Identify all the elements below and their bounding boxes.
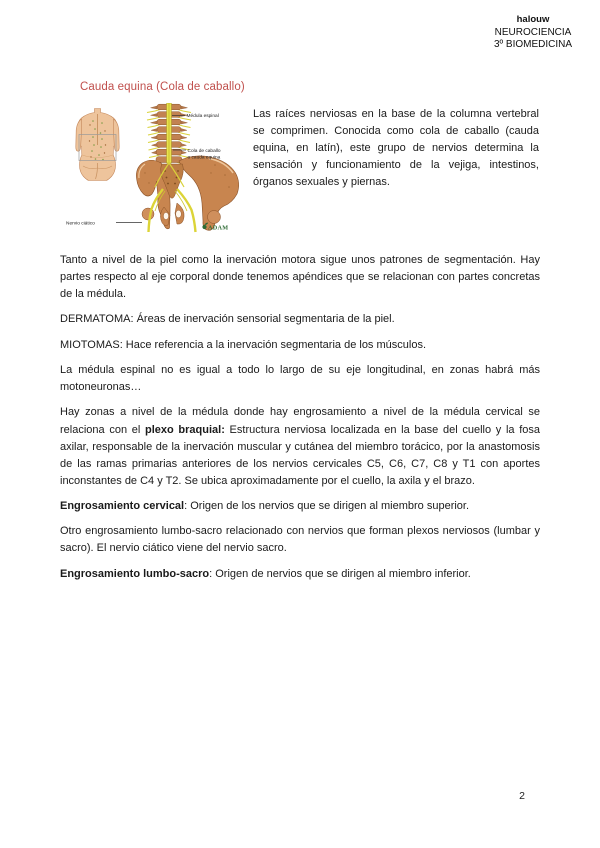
- intro-paragraph: Las raíces nerviosas en la base de la columna vertebral se comprimen. Conocida como cola de caballo (cauda equina, en latín), este grupo de nervios determina la sensación y funcionamiento de la vejiga, intestinos, órganos sexuales y piernas.: [253, 108, 539, 189]
- paragraph-engrosamiento-cervical: [60, 498, 540, 515]
- engrosamiento-cervical-rest: : Origen de los nervios que se dirigen al miembro superior.: [184, 500, 470, 513]
- paragraph-plexo-braquial: [60, 404, 540, 489]
- engrosamiento-cervical-bold: Engrosamiento cervical: [60, 500, 185, 513]
- torso-inset: [76, 109, 119, 181]
- body-text: [60, 252, 540, 583]
- section-title: Cauda equina (Cola de caballo): [80, 81, 245, 93]
- label-medula-espinal: Médula espinal: [186, 114, 219, 120]
- cauda-equina-illustration: [65, 103, 245, 233]
- paragraph-otro-engrosamiento: Otro engrosamiento lumbo-sacro relacionado con nervios que forman plexos nerviosos (lumbar y sacro). El nervio ciático viene del nervio sacro.: [60, 525, 540, 555]
- header-course: NEUROCIENCIA: [494, 26, 572, 38]
- plexo-braquial-bold: plexo braquial:: [145, 423, 225, 436]
- paragraph-miotomas: MIOTOMAS: Hace referencia a la inervación segmentaria de los músculos.: [60, 338, 427, 351]
- paragraph-dermatoma: DERMATOMA: Áreas de inervación sensorial segmentaria de la piel.: [60, 313, 395, 326]
- paragraph-segmentacion: Tanto a nivel de la piel como la inervación motora sigue unos patrones de segmentación. Hay partes respecto al eje corporal donde tenemos apéndices que se relacionan con partes concretas de la médula.: [60, 254, 540, 301]
- paragraph-medula-longitudinal: La médula espinal no es igual a todo lo largo de su eje longitudinal, en zonas habrá más motoneuronas…: [60, 364, 540, 394]
- adam-logo: [202, 223, 228, 232]
- plexo-pre-text: Hay zonas a nivel de la médula donde hay engrosamiento a nivel de la médula cervical se relaciona con el: [60, 406, 540, 436]
- spine-pelvis: [136, 103, 238, 232]
- header-degree: 3º BIOMEDICINA: [493, 39, 573, 50]
- engrosamiento-lumbosacro-bold: Engrosamiento lumbo-sacro: [60, 567, 210, 580]
- page-header: [463, 14, 600, 52]
- header-author: halouw: [516, 14, 550, 25]
- page-number: 2: [519, 790, 525, 802]
- label-nervio-ciatico: Nervio ciático: [66, 221, 95, 227]
- plexo-post-text: Estructura nerviosa localizada en la base del cuello y la fosa axilar, responsable de la inervación muscular y cutánea del miembro torácico, por la anastomosis de las ramas primarias anteriores de los nervios cervicales C5, C6, C7, C8 y T1 con aportes inconstantes de C4 y T2. Se ubica aproximadamente por el cuello, la axila y el brazo.: [60, 423, 540, 487]
- label-cola-caballo-line1: Cola de caballo: [187, 148, 221, 154]
- adam-logo-text: ADAM: [208, 224, 229, 232]
- paragraph-engrosamiento-lumbosacro: [60, 566, 540, 583]
- engrosamiento-lumbosacro-rest: : Origen de nervios que se dirigen al miembro inferior.: [209, 567, 471, 580]
- label-cola-caballo-line2: o cauda equina: [187, 155, 221, 161]
- anatomy-figure: [65, 103, 245, 233]
- adam-apple-icon: [202, 225, 206, 229]
